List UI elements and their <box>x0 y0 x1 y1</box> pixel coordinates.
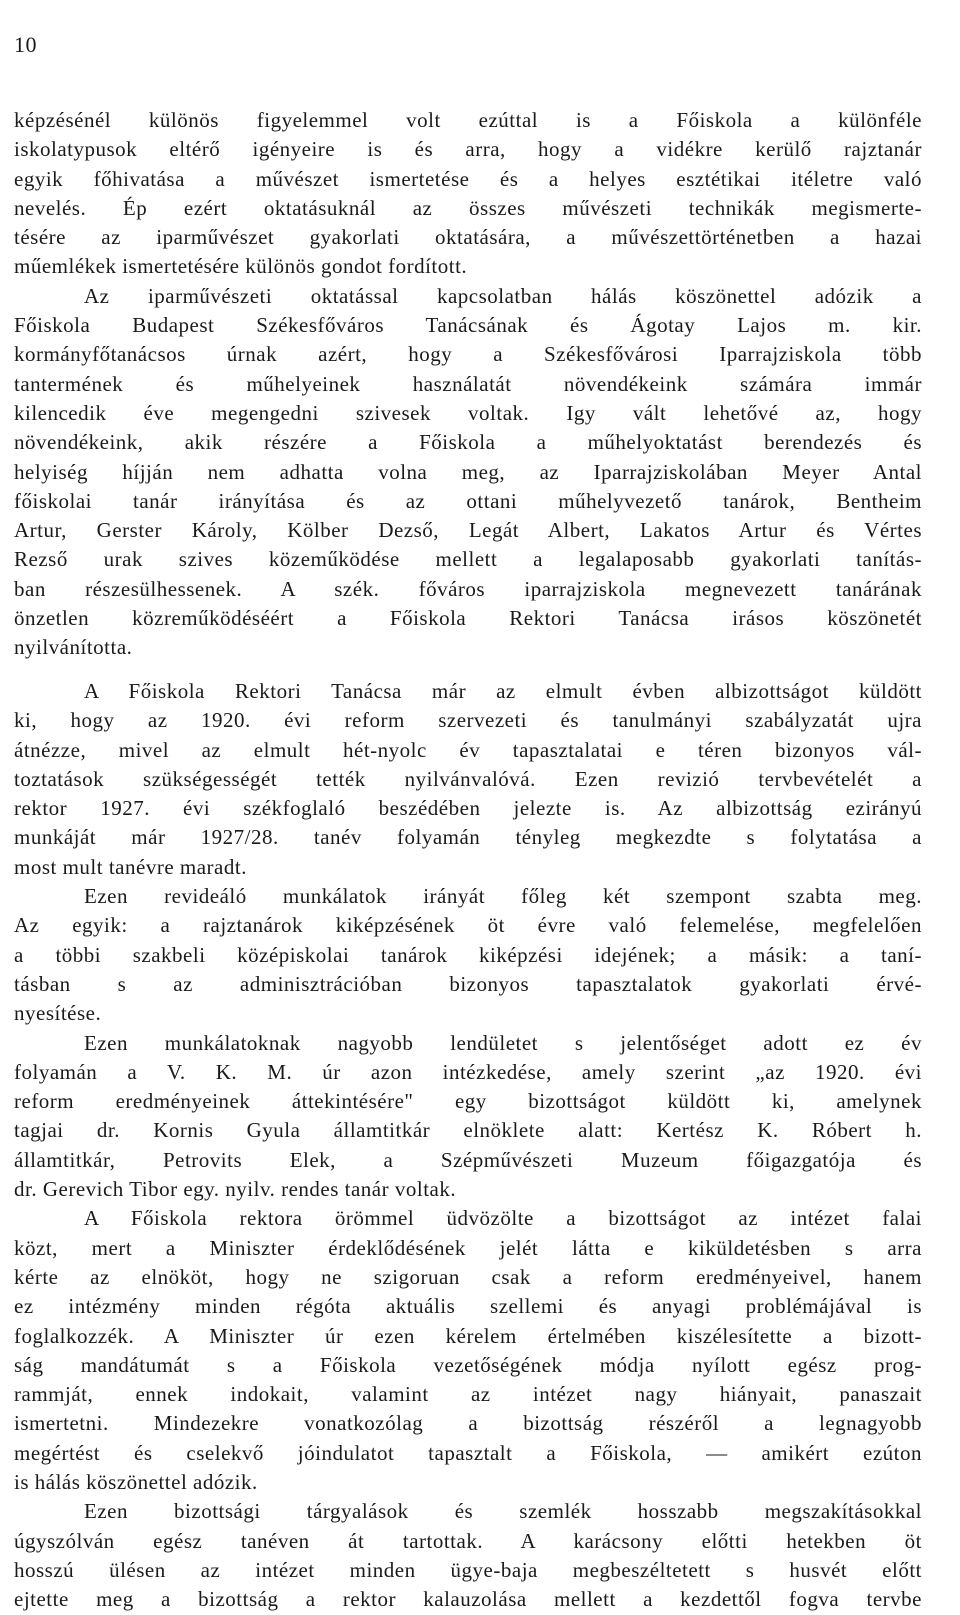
text-line: átnézze, mivel az elmult hét-nyolc év tapasztalatai e téren bizonyos vál- <box>14 737 922 762</box>
page-number: 10 <box>14 32 37 57</box>
text-line: Az egyik: a rajztanárok kiképzésének öt évre való felemelése, megfelelően <box>14 913 922 938</box>
text-line: dr. Gerevich Tibor egy. nyilv. rendes tanár voltak. <box>14 1177 457 1202</box>
paragraph-thanks-iparrajziskola <box>14 282 922 663</box>
text-line: ki, hogy az 1920. évi reform szervezeti és tanulmányi szabályzatát ujra <box>14 708 922 733</box>
text-line: műemlékek ismertetésére különös gondot fordított. <box>14 254 468 279</box>
text-line: Főiskola Budapest Székesfőváros Tanácsának és Ágotay Lajos m. kir. <box>14 313 922 338</box>
text-line: megértést és cselekvő jóindulatot tapasztalt a Főiskola, — amikért ezúton <box>14 1440 922 1465</box>
text-line: munkáját már 1927/28. tanév folyamán tényleg megkezdte s folytatása a <box>14 825 922 850</box>
text-line: önzetlen közreműködéséért a Főiskola Rektori Tanácsa irásos köszönetét <box>14 606 922 631</box>
text-line: A Főiskola rektora örömmel üdvözölte a bizottságot az intézet falai <box>84 1206 922 1231</box>
text-line: közt, mert a Miniszter érdeklődésének jelét látta e kiküldetésben s arra <box>14 1235 922 1260</box>
text-line: Az iparművészeti oktatással kapcsolatban hálás köszönettel adózik a <box>84 283 922 308</box>
text-line: Rezső urak szives közeműködése mellett a legalaposabb gyakorlati tanítás- <box>14 547 922 572</box>
text-line: Ezen munkálatoknak nagyobb lendületet s jelentőséget adott ez év <box>84 1030 922 1055</box>
paragraph-subcommittee <box>14 677 922 882</box>
text-line: kérte az elnököt, hogy ne szigoruan csak a reform eredményeivel, hanem <box>14 1264 922 1289</box>
paragraph-committee <box>14 1029 922 1205</box>
paragraph-committee-sessions <box>14 1497 922 1614</box>
text-line: A Főiskola Rektori Tanácsa már az elmult évben albizottságot küldött <box>84 679 922 703</box>
text-line: most mult tanévre maradt. <box>14 854 247 879</box>
text-line: főiskolai tanár irányítása és az ottani műhelyvezető tanárok, Bentheim <box>14 488 922 513</box>
text-line: kilencedik éve megengedni szivesek voltak. Igy vált lehetővé az, hogy <box>14 400 922 425</box>
text-line: úgyszólván egész tanéven át tartottak. A karácsony előtti hetekben öt <box>14 1528 922 1553</box>
text-line: tásban s az adminisztrációban bizonyos tapasztalatok gyakorlati érvé- <box>14 971 922 996</box>
text-line: egyik főhivatása a művészet ismertetése és a helyes esztétikai itéletre való <box>14 166 922 191</box>
text-line: ez intézmény minden régóta aktuális szellemi és anyagi problémájával is <box>14 1294 922 1319</box>
text-line: Artur, Gerster Károly, Kölber Dezső, Legát Albert, Lakatos Artur és Vértes <box>14 518 922 543</box>
text-line: képzésénél különös figyelemmel volt ezúttal is a Főiskola a különféle <box>14 108 922 132</box>
text-section-workshop <box>14 106 922 663</box>
text-line: növendékeink, akik részére a Főiskola a műhelyoktatást berendezés és <box>14 430 922 455</box>
text-line: toztatások szükségességét tették nyilvánvalóvá. Ezen revizió tervbevételét a <box>14 766 922 791</box>
text-line: iskolatypusok eltérő igényeire is és arra, hogy a vidékre kerülő rajztanár <box>14 137 922 162</box>
text-line: ság mandátumát s a Főiskola vezetőségének módja nyílott egész prog- <box>14 1352 922 1377</box>
text-line: rammját, ennek indokait, valamint az intézet nagy hiányait, panaszait <box>14 1382 922 1407</box>
text-line: tantermének és műhelyeinek használatát növendékeink számára immár <box>14 371 922 396</box>
text-line: a többi szakbeli középiskolai tanárok kiképzési idejének; a másik: a taní- <box>14 942 922 967</box>
text-line: ban részesülhessenek. A szék. főváros iparrajziskola megnevezett tanárának <box>14 576 922 601</box>
text-line: tagjai dr. Kornis Gyula államtitkár elnöklete alatt: Kertész K. Róbert h. <box>14 1118 922 1143</box>
text-line: hosszú ülésen az intézet minden ügye-baja megbeszéltetett s husvét előtt <box>14 1557 922 1582</box>
text-line: nevelés. Ép ezért oktatásuknál az összes művészeti technikák megismerte- <box>14 195 922 220</box>
paragraph-training-focus <box>14 106 922 282</box>
text-line: ismertetni. Mindezekre vonatkozólag a bizottság részéről a legnagyobb <box>14 1411 922 1436</box>
text-line: rektor 1927. évi székfoglaló beszédében jelezte is. Az albizottság ezirányú <box>14 796 922 821</box>
text-section-reform <box>14 677 922 1615</box>
text-line: helyiség híjján nem adhatta volna meg, az Iparrajziskolában Meyer Antal <box>14 459 922 484</box>
text-line: reform eredményeinek áttekintésére" egy bizottságot küldött ki, amelynek <box>14 1089 922 1114</box>
text-line: is hálás köszönettel adózik. <box>14 1470 258 1495</box>
paragraph-revision-aims <box>14 882 922 1028</box>
text-line: tésére az iparművészet gyakorlati oktatására, a művészettörténetben a hazai <box>14 225 922 250</box>
text-line: folyamán a V. K. M. úr azon intézkedése, amely szerint „az 1920. évi <box>14 1059 922 1084</box>
text-line: államtitkár, Petrovits Elek, a Szépművészeti Muzeum főigazgatója és <box>14 1147 922 1172</box>
paragraph-rector-welcome <box>14 1204 922 1497</box>
text-line: Ezen bizottsági tárgyalások és szemlék hosszabb megszakításokkal <box>84 1499 922 1524</box>
text-line: kormányfőtanácsos úrnak azért, hogy a Székesfővárosi Iparrajziskola több <box>14 342 922 367</box>
text-line: nyilvánította. <box>14 635 133 660</box>
text-line: ejtette meg a bizottság a rektor kalauzolása mellett a kezdettől fogva tervbe <box>14 1587 922 1612</box>
text-line: nyesítése. <box>14 1001 102 1026</box>
text-line: foglalkozzék. A Miniszter úr ezen kérelem értelmében kiszélesítette a bizott- <box>14 1323 922 1348</box>
text-line: Ezen revideáló munkálatok irányát főleg két szempont szabta meg. <box>84 884 922 909</box>
